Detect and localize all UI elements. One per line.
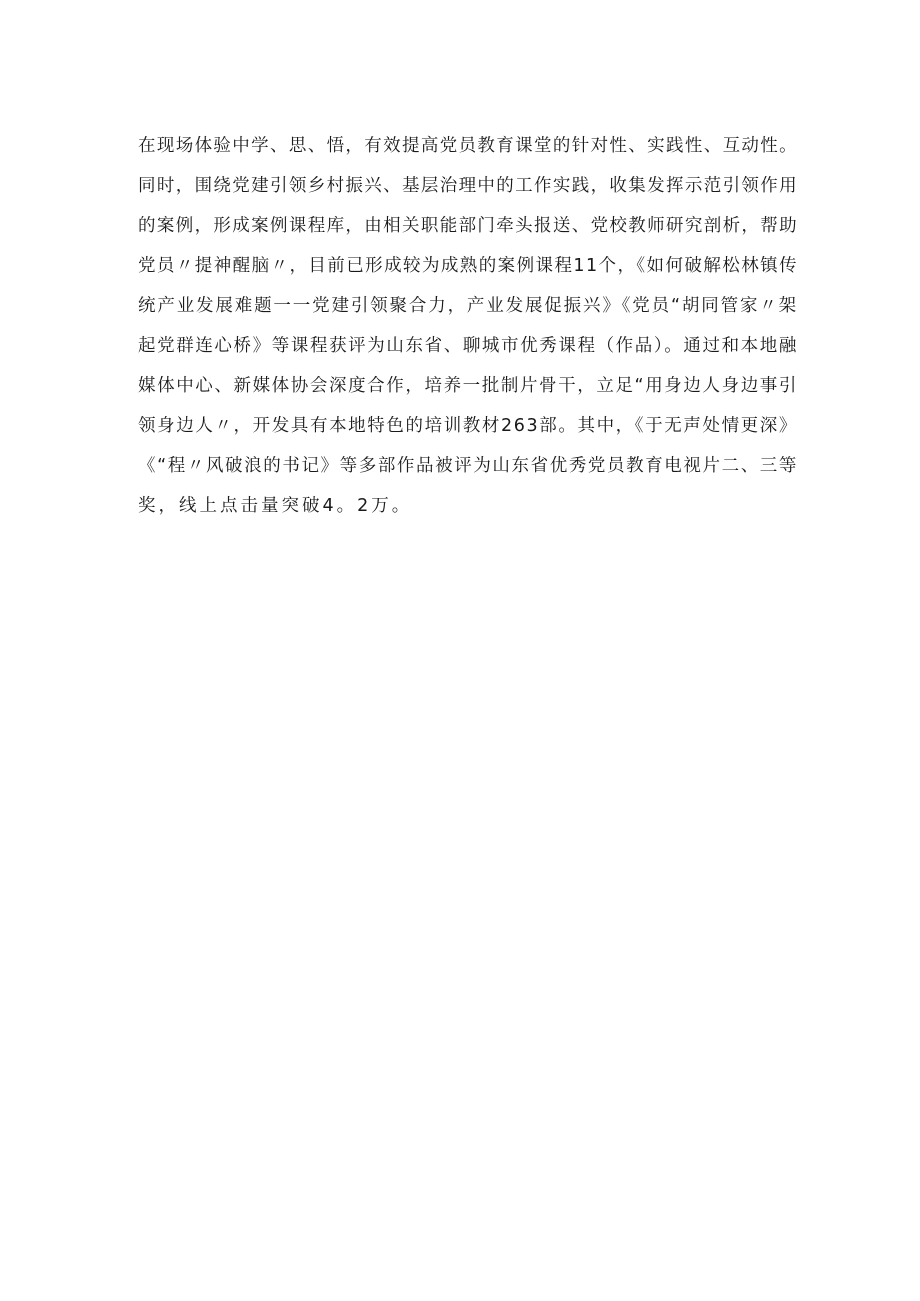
text-line-10: 奖，线上点击量突破4。2万。 (138, 496, 413, 516)
text-line-7: 媒体中心、新媒体协会深度合作，培养一批制片骨干，立足“用身边人身边事引 (138, 376, 798, 396)
text-line-9: 《“程〃风破浪的书记》等多部作品被评为山东省优秀党员教育电视片二、三等 (138, 456, 798, 476)
body-paragraph (138, 126, 798, 526)
text-line-2: 同时，围绕党建引领乡村振兴、基层治理中的工作实践，收集发挥示范引领作用 (138, 176, 798, 196)
text-line-5: 统产业发展难题一一党建引领聚合力，产业发展促振兴》《党员“胡同管家〃架 (138, 296, 798, 316)
text-line-1: 在现场体验中学、思、悟，有效提高党员教育课堂的针对性、实践性、互动性。 (138, 136, 798, 156)
text-line-8: 领身边人〃，开发具有本地特色的培训教材263部。其中，《于无声处情更深》 (138, 416, 798, 436)
text-line-3: 的案例，形成案例课程库，由相关职能部门牵头报送、党校教师研究剖析，帮助 (138, 216, 798, 236)
text-line-6: 起党群连心桥》等课程获评为山东省、聊城市优秀课程（作品）。通过和本地融 (138, 336, 798, 356)
text-line-4: 党员〃提神醒脑〃，目前已形成较为成熟的案例课程11个，《如何破解松林镇传 (138, 256, 798, 276)
